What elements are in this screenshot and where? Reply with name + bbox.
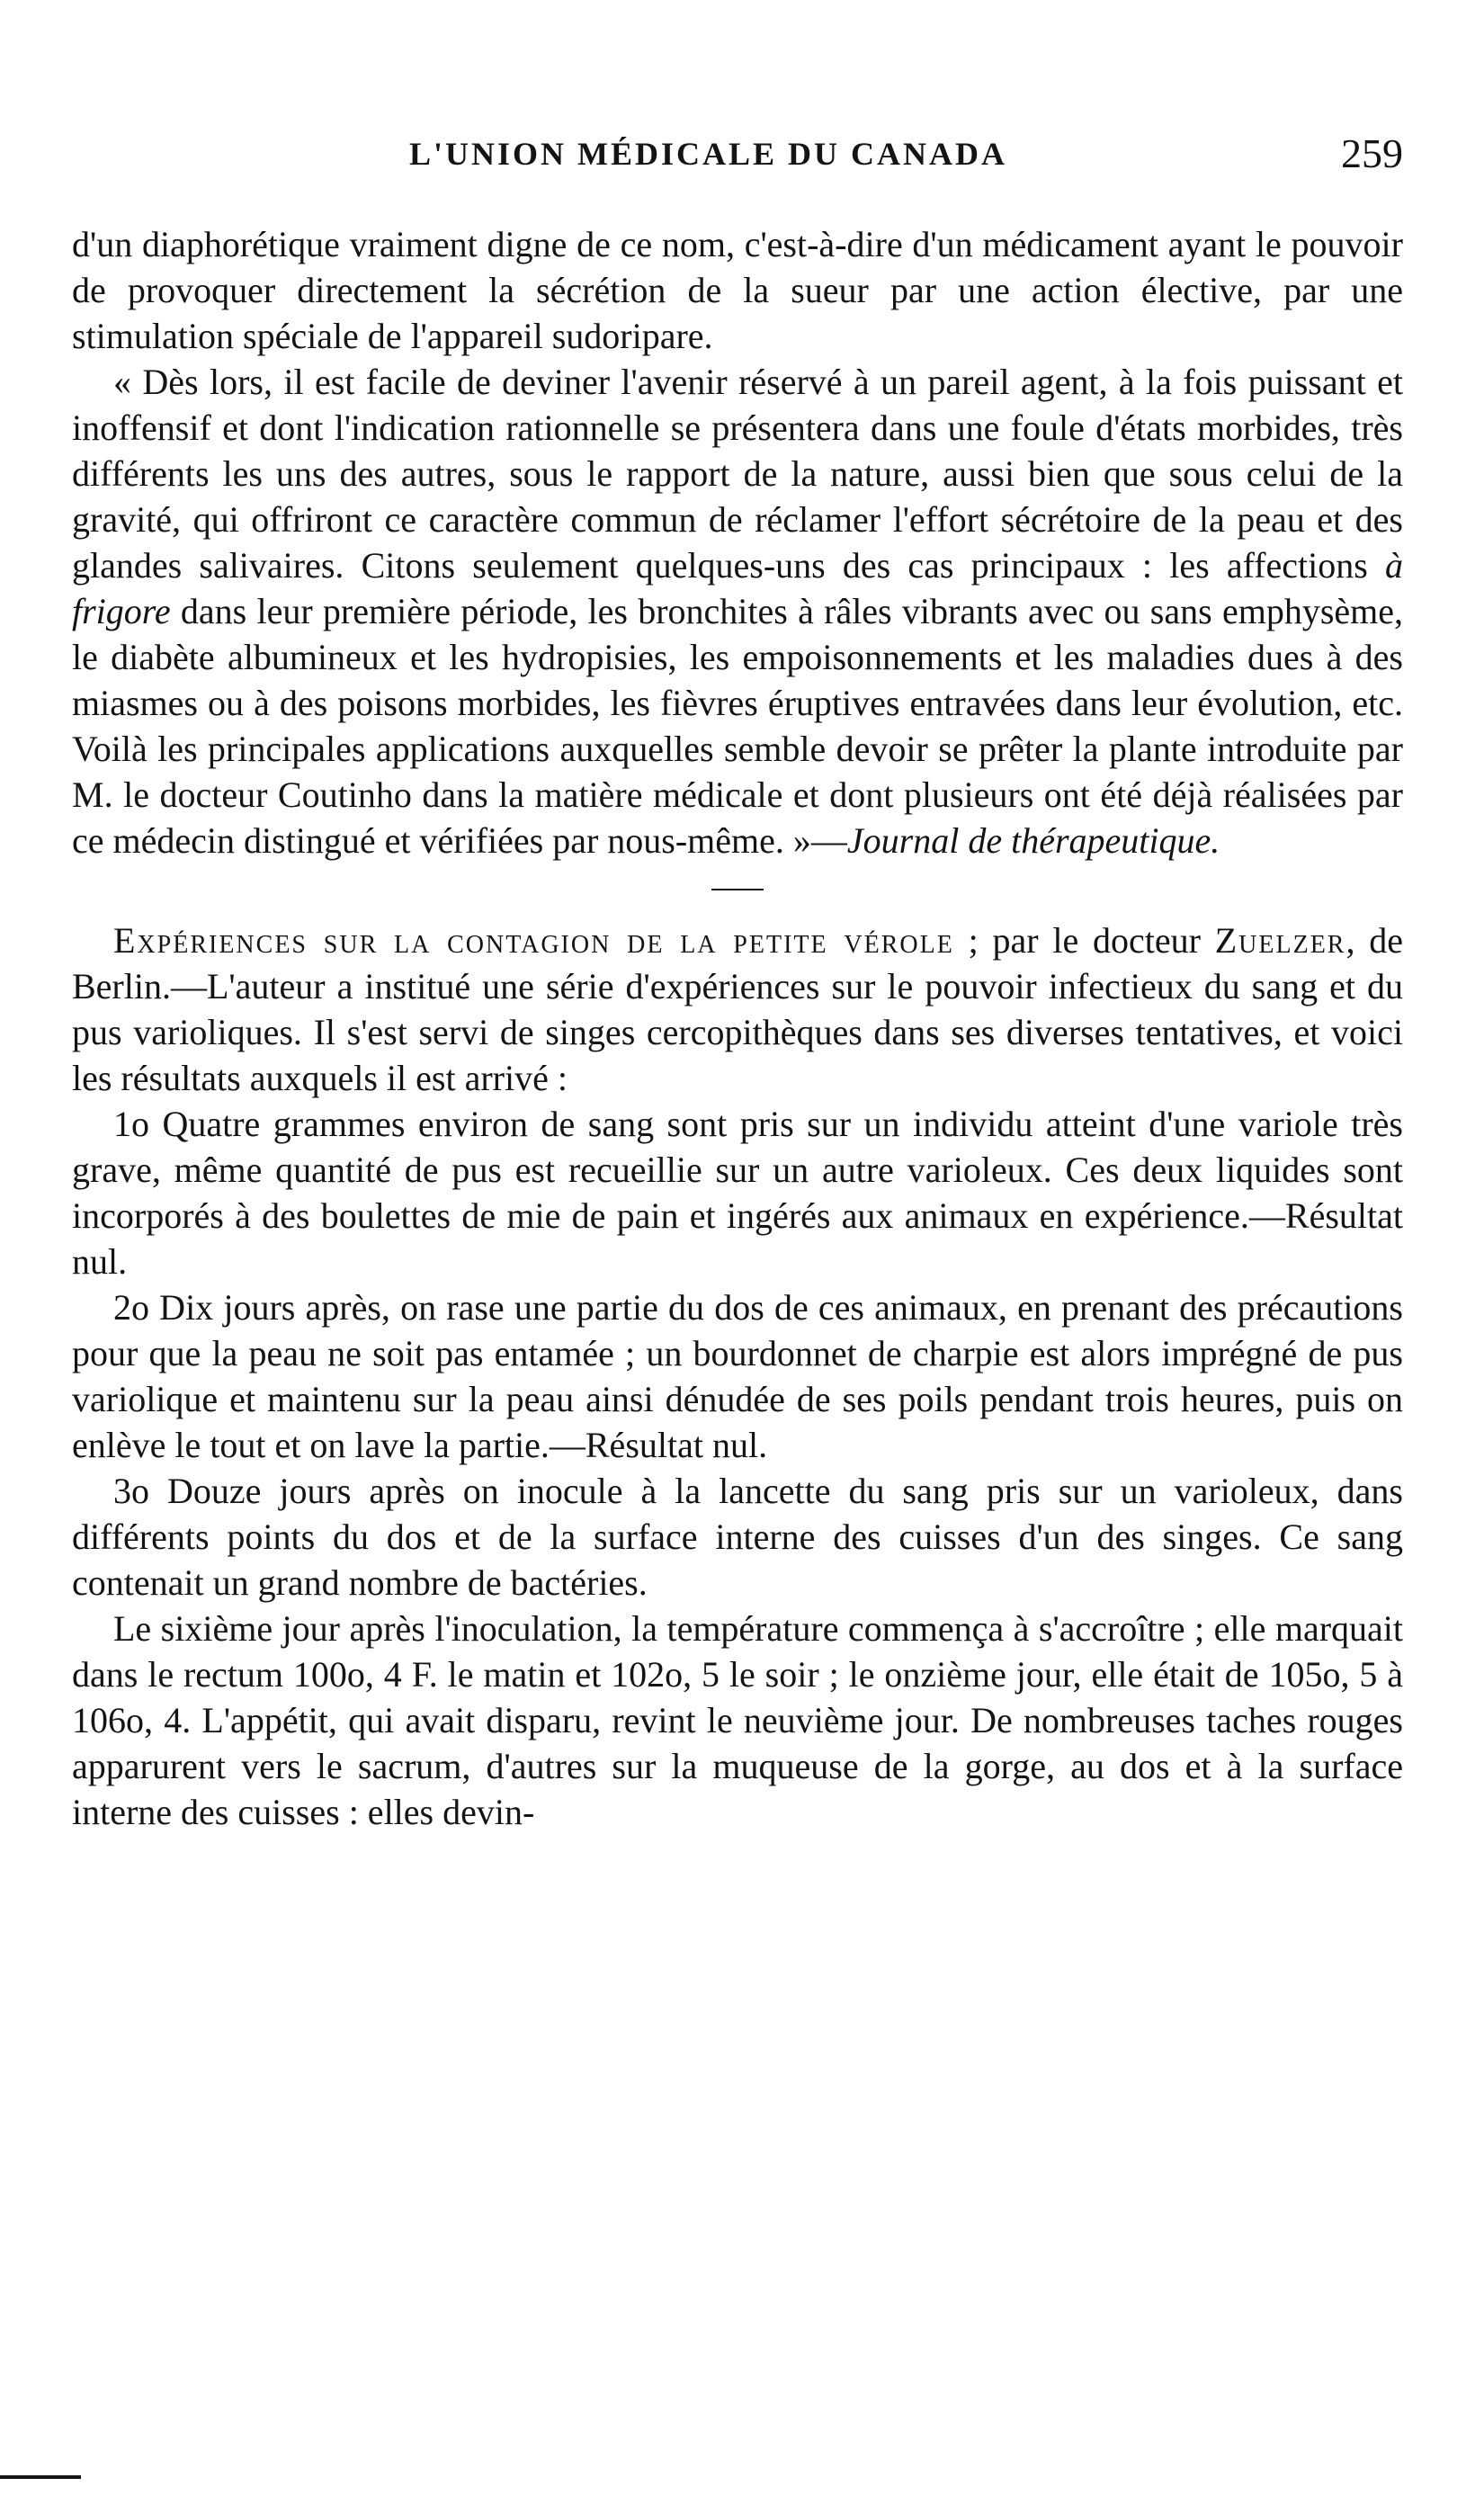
section-title: Expériences sur la contagion de la petite vérole <box>113 920 954 961</box>
section-intro-a: ; par le docteur <box>968 920 1201 961</box>
quotation-text-b: dans leur première période, les bronchites à râles vibrants avec ou sans emphysème, le diabète albumineux et les hydropisies, les empoisonnements et les maladies dues à des miasmes ou à des poisons morbides, les fièvres éruptives entravées dans leur évolution, etc. Voilà les principales applications auxquelles semble devoir se prêter la plante introduite par M. le docteur Coutinho dans la matière médicale et dont plusieurs ont été déjà réalisées par ce médecin distingué et vérifiées par nous-même. »— <box>72 591 1404 861</box>
section-separator <box>711 889 764 890</box>
running-head <box>72 130 1403 189</box>
paragraph-experiment-2: 2o Dix jours après, on rase une partie du dos de ces animaux, en prenant des précautions pour que la peau ne soit pas entamée ; un bourdonnet de charpie est alors imprégné de pus variolique et maintenu sur la peau ainsi dénudée de ses poils pendant trois heures, puis on enlève le tout et on lave la partie.—Résultat nul. <box>72 1287 1403 1465</box>
page <box>72 130 1404 1835</box>
paragraph-quotation <box>72 359 1403 863</box>
page-number: 259 <box>1341 130 1403 176</box>
quotation-italic-term: à frigore <box>72 545 1403 631</box>
section-intro-b: , de Berlin.—L'auteur a institué une série d'expériences sur le pouvoir infectieux du sang et du pus varioliques. Il s'est servi de singes cercopithèques dans ses diverses tentatives, et voici les résultats auxquels il est arrivé : <box>72 920 1404 1098</box>
quotation-source: Journal de thérapeutique. <box>846 820 1220 861</box>
paragraph-section-intro <box>72 917 1403 1101</box>
paragraph-experiment-3: 3o Douze jours après on inocule à la lancette du sang pris sur un varioleux, dans différents points du dos et de la surface interne des cuisses d'un des singes. Ce sang contenait un grand nombre de bactéries. <box>72 1471 1403 1603</box>
bottom-rule <box>0 2475 81 2479</box>
paragraph-observation: Le sixième jour après l'inoculation, la température commença à s'accroître ; elle marquait dans le rectum 100o, 4 F. le matin et 102o, 5 le soir ; le onzième jour, elle était de 105o, 5 à 106o, 4. L'appétit, qui avait disparu, revint le neuvième jour. De nombreuses taches rouges apparurent vers le sacrum, d'autres sur la muqueuse de la gorge, au dos et à la surface interne des cuisses : elles devin- <box>72 1608 1403 1832</box>
section-author: Zuelzer <box>1214 920 1346 961</box>
journal-title: L'UNION MÉDICALE DU CANADA <box>409 136 1008 172</box>
paragraph-diaphoretic: d'un diaphorétique vraiment digne de ce nom, c'est-à-dire d'un médicament ayant le pouvoir de provoquer directement la sécrétion de la sueur par une action élective, par une stimulation spéciale de l'appareil sudoripare. <box>72 224 1403 356</box>
paragraph-experiment-1: 1o Quatre grammes environ de sang sont pris sur un individu atteint d'une variole très grave, même quantité de pus est recueillie sur un autre varioleux. Ces deux liquides sont incorporés à des boulettes de mie de pain et ingérés aux animaux en expérience.—Résultat nul. <box>72 1104 1403 1282</box>
quotation-text-a: « Dès lors, il est facile de deviner l'avenir réservé à un pareil agent, à la fois puissant et inoffensif et dont l'indication rationnelle se présentera dans une foule d'états morbides, très différents les uns des autres, sous le rapport de la nature, aussi bien que sous celui de la gravité, qui offriront ce caractère commun de réclamer l'effort sécrétoire de la peau et des glandes salivaires. Citons seulement quelques-uns des cas principaux : les affections <box>72 362 1403 586</box>
